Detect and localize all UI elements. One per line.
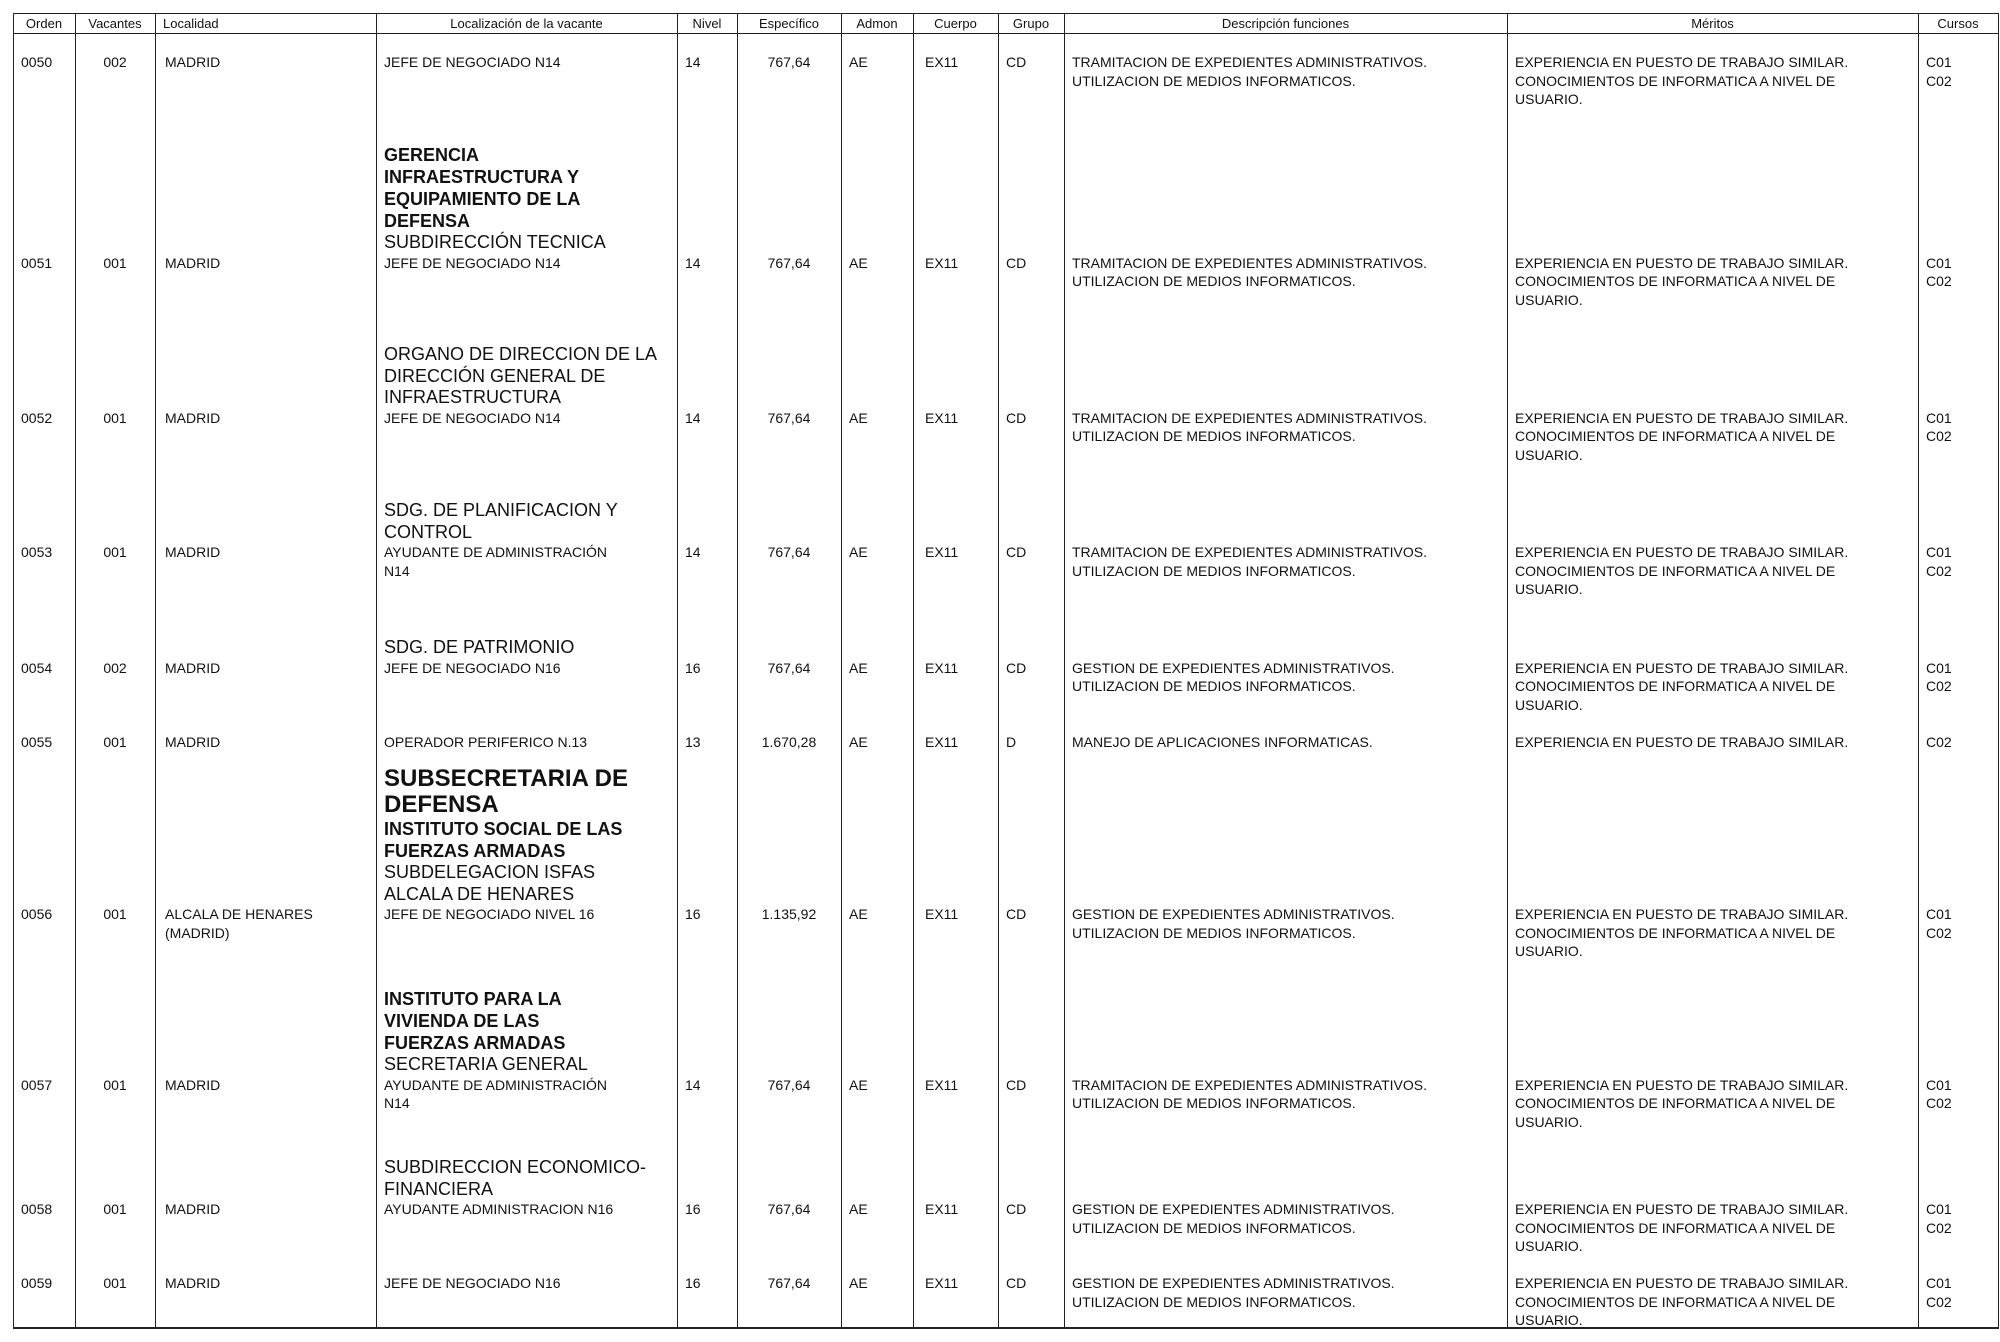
row-values [13,1200,1998,1256]
header-localidad: Localidad [163,16,219,31]
cell-especifico: 767,64 [767,659,811,676]
cell-localidad: MADRID [165,254,221,271]
cell-nivel: 16 [685,1275,701,1291]
cell-meritos: EXPERIENCIA EN PUESTO DE TRABAJO SIMILAR. [1515,734,1849,750]
cell-admon: AE [849,254,868,271]
cell-cuerpo: EX11 [925,409,959,426]
cell-vacantes: 002 [103,54,127,70]
cell-cursos: C01 C02 [1926,1275,1952,1310]
cell-cursos: C02 [1926,734,1952,750]
cell-grupo: CD [1006,254,1027,271]
column-divider [1998,14,1999,1328]
table-row [13,500,1998,599]
table-row [13,53,1998,109]
cell-cursos: C01 C02 [1926,254,1952,289]
unit-headings [384,144,674,254]
cell-funciones: TRAMITACION DE EXPEDIENTES ADMINISTRATIVOS. UTILIZACION DE MEDIOS INFORMATICOS. [1072,544,1427,579]
header-cuerpo: Cuerpo [934,16,977,31]
cell-nivel: 16 [685,906,701,922]
cell-vacantes: 001 [103,409,127,426]
row-values [13,733,1998,752]
cell-admon: AE [849,544,868,560]
cell-admon: AE [849,54,868,70]
cell-especifico: 767,64 [767,409,811,426]
cell-admon: AE [849,409,868,426]
cell-localidad: MADRID [165,544,221,560]
cell-grupo: CD [1006,1201,1027,1217]
unit-headings [384,1157,674,1200]
cell-orden: 0058 [21,1201,53,1217]
table-header [13,15,1998,33]
header-nivel: Nivel [692,16,722,31]
table-row [13,1274,1998,1330]
cell-meritos: EXPERIENCIA EN PUESTO DE TRABAJO SIMILAR. CONOCIMIENTOS DE INFORMATICA A NIVEL DE USUARIO. [1515,409,1849,463]
cell-nivel: 14 [685,544,701,560]
row-values [13,409,1998,465]
cell-vacantes: 001 [103,544,127,560]
cell-nivel: 14 [685,1076,701,1093]
cell-puesto: JEFE DE NEGOCIADO N14 [384,254,561,271]
unit-heading: SDG. DE PLANIFICACION Y CONTROL [384,500,618,542]
cell-funciones: GESTION DE EXPEDIENTES ADMINISTRATIVOS. UTILIZACION DE MEDIOS INFORMATICOS. [1072,659,1395,694]
cell-vacantes: 001 [103,1076,127,1093]
cell-grupo: CD [1006,54,1027,70]
table-row [13,144,1998,309]
cell-orden: 0056 [21,906,53,922]
cell-especifico: 1.135,92 [761,906,817,922]
cell-especifico: 767,64 [767,254,811,271]
cell-meritos: EXPERIENCIA EN PUESTO DE TRABAJO SIMILAR. CONOCIMIENTOS DE INFORMATICA A NIVEL DE USUARIO. [1515,1201,1849,1254]
cell-cuerpo: EX11 [925,1076,959,1093]
cell-cuerpo: EX11 [925,1275,959,1291]
unit-heading: GERENCIA INFRAESTRUCTURA Y EQUIPAMIENTO DE LA DEFENSA [384,145,581,231]
cell-localidad: MADRID [165,409,221,426]
cell-vacantes: 002 [103,659,127,676]
cell-meritos: EXPERIENCIA EN PUESTO DE TRABAJO SIMILAR. CONOCIMIENTOS DE INFORMATICA A NIVEL DE USUARIO. [1515,1275,1849,1328]
row-values [13,543,1998,599]
header-orden: Orden [25,16,63,31]
cell-orden: 0055 [21,734,53,750]
cell-localidad: MADRID [165,1275,221,1291]
unit-heading: INSTITUTO PARA LA VIVIENDA DE LAS FUERZAS ARMADAS [384,989,566,1053]
cell-orden: 0050 [21,54,53,70]
cell-grupo: CD [1006,906,1027,922]
cell-puesto: JEFE DE NEGOCIADO N16 [384,659,561,676]
cell-grupo: CD [1006,1076,1027,1093]
header-localizacion: Localización de la vacante [450,16,603,31]
cell-admon: AE [849,1201,868,1217]
cell-cuerpo: EX11 [925,254,959,271]
cell-meritos: EXPERIENCIA EN PUESTO DE TRABAJO SIMILAR. CONOCIMIENTOS DE INFORMATICA A NIVEL DE USUARIO. [1515,544,1849,597]
cell-grupo: CD [1006,409,1027,426]
cell-admon: AE [849,1076,868,1093]
cell-admon: AE [849,906,868,922]
cell-puesto: AYUDANTE DE ADMINISTRACIÓN N14 [384,1076,607,1111]
table-row [13,733,1998,752]
table-row [13,637,1998,714]
cell-vacantes: 001 [103,906,127,922]
cell-especifico: 767,64 [767,1076,811,1093]
cell-meritos: EXPERIENCIA EN PUESTO DE TRABAJO SIMILAR. CONOCIMIENTOS DE INFORMATICA A NIVEL DE USUARIO. [1515,1076,1849,1130]
cell-meritos: EXPERIENCIA EN PUESTO DE TRABAJO SIMILAR. CONOCIMIENTOS DE INFORMATICA A NIVEL DE USUARIO. [1515,54,1849,107]
cell-especifico: 1.670,28 [761,734,817,750]
unit-headings [384,500,674,543]
cell-especifico: 767,64 [767,1201,811,1217]
cell-nivel: 13 [685,734,701,750]
cell-grupo: CD [1006,544,1027,560]
cell-cuerpo: EX11 [925,659,959,676]
row-values [13,905,1998,961]
row-values [13,254,1998,310]
table-row [13,344,1998,464]
unit-heading: SUBSECRETARIA DE DEFENSA [384,765,629,818]
header-meritos: Méritos [1691,16,1734,31]
cell-localidad: MADRID [165,659,221,676]
cell-funciones: GESTION DE EXPEDIENTES ADMINISTRATIVOS. UTILIZACION DE MEDIOS INFORMATICOS. [1072,906,1395,941]
header-especifico: Específico [759,16,819,31]
cell-admon: AE [849,1275,868,1291]
unit-headings [384,766,674,905]
cell-cursos: C01 C02 [1926,409,1952,444]
cell-localidad: MADRID [165,1201,221,1217]
cell-nivel: 16 [685,659,701,676]
cell-orden: 0052 [21,409,53,426]
cell-meritos: EXPERIENCIA EN PUESTO DE TRABAJO SIMILAR. CONOCIMIENTOS DE INFORMATICA A NIVEL DE USUARIO. [1515,254,1849,308]
cell-admon: AE [849,659,868,676]
cell-cursos: C01 C02 [1926,54,1952,89]
cell-nivel: 16 [685,1201,701,1217]
cell-puesto: JEFE DE NEGOCIADO N16 [384,1275,561,1291]
cell-localidad: MADRID [165,734,221,750]
cell-puesto: JEFE DE NEGOCIADO N14 [384,54,561,70]
cell-orden: 0057 [21,1076,53,1093]
unit-heading: SUBDELEGACION ISFAS ALCALA DE HENARES [384,862,596,904]
cell-admon: AE [849,734,868,750]
cell-funciones: TRAMITACION DE EXPEDIENTES ADMINISTRATIVOS. UTILIZACION DE MEDIOS INFORMATICOS. [1072,54,1427,89]
cell-vacantes: 001 [103,1201,127,1217]
unit-heading: SDG. DE PATRIMONIO [384,637,575,657]
table-row [13,1157,1998,1256]
cell-vacantes: 001 [103,254,127,271]
cell-cursos: C01 C02 [1926,906,1952,941]
cell-cuerpo: EX11 [925,906,959,922]
cell-funciones: GESTION DE EXPEDIENTES ADMINISTRATIVOS. UTILIZACION DE MEDIOS INFORMATICOS. [1072,1275,1395,1310]
unit-headings [384,637,674,659]
cell-funciones: MANEJO DE APLICACIONES INFORMATICAS. [1072,734,1373,750]
cell-localidad: MADRID [165,54,221,70]
cell-funciones: TRAMITACION DE EXPEDIENTES ADMINISTRATIVOS. UTILIZACION DE MEDIOS INFORMATICOS. [1072,1076,1427,1111]
header-cursos: Cursos [1937,16,1979,31]
cell-meritos: EXPERIENCIA EN PUESTO DE TRABAJO SIMILAR. CONOCIMIENTOS DE INFORMATICA A NIVEL DE USUARIO. [1515,906,1849,959]
cell-cuerpo: EX11 [925,544,959,560]
cell-cuerpo: EX11 [925,54,959,70]
cell-funciones: TRAMITACION DE EXPEDIENTES ADMINISTRATIVOS. UTILIZACION DE MEDIOS INFORMATICOS. [1072,254,1427,289]
unit-headings [384,344,674,409]
cell-cursos: C01 C02 [1926,544,1952,579]
cell-puesto: JEFE DE NEGOCIADO NIVEL 16 [384,906,595,922]
cell-cuerpo: EX11 [925,734,959,750]
cell-grupo: D [1006,734,1017,750]
cell-grupo: CD [1006,659,1027,676]
row-values [13,53,1998,109]
cell-puesto: AYUDANTE ADMINISTRACION N16 [384,1201,614,1217]
cell-nivel: 14 [685,254,701,271]
cell-vacantes: 001 [103,734,127,750]
unit-heading: INSTITUTO SOCIAL DE LAS FUERZAS ARMADAS [384,819,623,861]
cell-meritos: EXPERIENCIA EN PUESTO DE TRABAJO SIMILAR. CONOCIMIENTOS DE INFORMATICA A NIVEL DE USUARIO. [1515,659,1849,713]
row-values [13,1076,1998,1132]
row-values [13,1274,1998,1330]
cell-orden: 0059 [21,1275,53,1291]
cell-orden: 0054 [21,659,53,676]
unit-heading: ORGANO DE DIRECCION DE LA DIRECCIÓN GENERAL DE INFRAESTRUCTURA [384,344,658,407]
cell-nivel: 14 [685,54,701,70]
unit-headings [384,988,674,1076]
unit-heading: SECRETARIA GENERAL [384,1054,588,1074]
unit-heading: SUBDIRECCIÓN TECNICA [384,232,606,252]
cell-puesto: AYUDANTE DE ADMINISTRACIÓN N14 [384,544,607,579]
header-bottom-border [13,33,1999,34]
cell-grupo: CD [1006,1275,1027,1291]
cell-puesto: OPERADOR PERIFERICO N.13 [384,734,588,750]
cell-localidad: ALCALA DE HENARES (MADRID) [165,906,313,941]
cell-orden: 0053 [21,544,53,560]
cell-especifico: 767,64 [767,1275,811,1291]
cell-cursos: C01 C02 [1926,659,1952,694]
cell-puesto: JEFE DE NEGOCIADO N14 [384,409,561,426]
cell-funciones: GESTION DE EXPEDIENTES ADMINISTRATIVOS. UTILIZACION DE MEDIOS INFORMATICOS. [1072,1201,1395,1236]
header-vacantes: Vacantes [88,16,142,31]
table-top-border [13,13,1999,14]
table-row [13,766,1998,961]
cell-funciones: TRAMITACION DE EXPEDIENTES ADMINISTRATIVOS. UTILIZACION DE MEDIOS INFORMATICOS. [1072,409,1427,444]
cell-nivel: 14 [685,409,701,426]
header-descripcion: Descripción funciones [1221,16,1350,31]
cell-especifico: 767,64 [767,54,811,70]
header-admon: Admon [856,16,898,31]
cell-cursos: C01 C02 [1926,1076,1952,1111]
cell-cuerpo: EX11 [925,1201,959,1217]
cell-especifico: 767,64 [767,544,811,560]
table-row [13,988,1998,1131]
cell-localidad: MADRID [165,1076,221,1093]
cell-orden: 0051 [21,254,53,271]
unit-heading: SUBDIRECCION ECONOMICO- FINANCIERA [384,1157,647,1199]
row-values [13,659,1998,715]
cell-cursos: C01 C02 [1926,1201,1952,1236]
header-grupo: Grupo [1012,16,1050,31]
cell-vacantes: 001 [103,1275,127,1291]
